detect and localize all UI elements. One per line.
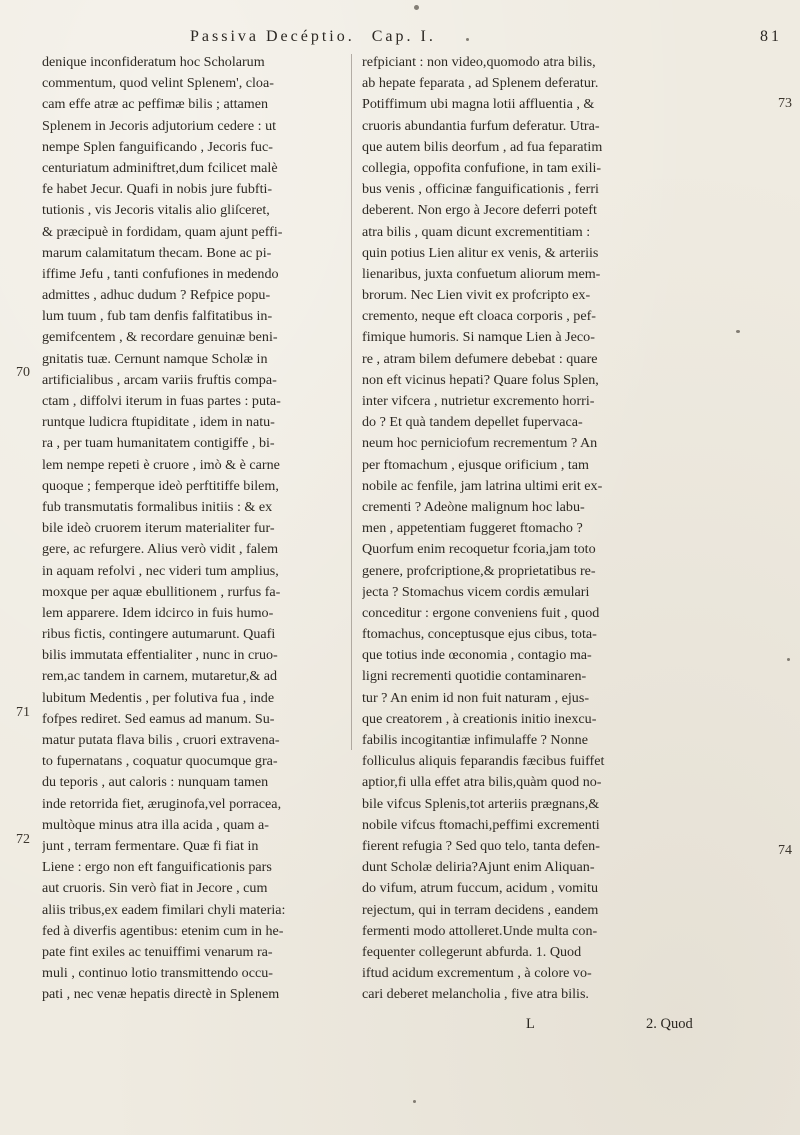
text-line: iftud acidum excrementum , à colore vo- <box>362 965 592 982</box>
text-line: neum hoc perniciofum recrementum ? An <box>362 435 598 452</box>
text-line: Liene : ergo non eft fanguificationis pars <box>42 859 272 876</box>
text-line: du teporis , aut caloris : nunquam tamen <box>42 774 269 791</box>
text-line: fed à diverfis agentibus: etenim cum in he- <box>42 922 284 939</box>
text-line: fimique humoris. Si namque Lien à Jeco- <box>362 329 595 346</box>
text-line: junt , terram fermentare. Quæ fi fiat in <box>42 837 259 854</box>
text-line: que totius inde œconomia , contagio ma- <box>362 647 592 664</box>
text-line: aptior,fi ulla effet atra bilis,quàm quod no- <box>362 774 602 791</box>
text-line: centuriatum adminiftret,dum fcilicet malè <box>42 159 278 176</box>
margin-number-71: 71 <box>16 705 30 720</box>
text-line: bile ideò cruorem iterum materialiter fur- <box>42 520 275 537</box>
text-line: lubitum Medentis , per folutiva fua , inde <box>42 689 275 706</box>
text-line: pati , nec venæ hepatis directè in Splenem <box>42 986 280 1003</box>
text-line: ab hepate feparata , ad Splenem deferatur. <box>362 75 599 92</box>
text-line: gemifcentem , & recordare genuinæ beni- <box>42 329 278 346</box>
text-line: fe habet Jecur. Quafi in nobis jure fubfti- <box>42 181 273 198</box>
text-line: runtque ludicra ftupiditate , idem in natu- <box>42 414 275 431</box>
text-line: quoque ; femperque ideò perftitiffe bilem, <box>42 477 279 494</box>
text-line: tur ? An enim id non fuit naturam , ejus- <box>362 689 590 706</box>
ink-speck <box>413 1100 416 1103</box>
text-line: folliculus aliquis feparandis fæcibus fuiffet <box>362 753 605 770</box>
running-title: Passiva Decéptio. <box>190 28 355 45</box>
margin-number-74: 74 <box>778 843 792 858</box>
text-line: ligni recrementi quotidie contaminaren- <box>362 668 587 685</box>
text-line: fequenter collegerunt abfurda. 1. Quod <box>362 943 582 960</box>
text-line: admittes , adhuc dudum ? Refpice popu- <box>42 287 271 304</box>
margin-number-72: 72 <box>16 832 30 847</box>
text-line: deberent. Non ergo à Jecore deferri poteft <box>362 202 597 219</box>
text-line: pate fint exiles ac tenuiffimi venarum ra- <box>42 943 273 960</box>
text-line: iffime Jefu , tanti confufiones in medendo <box>42 265 279 282</box>
text-line: rem,ac tandem in carnem, mutaretur,& ad <box>42 668 278 685</box>
text-line: denique inconfideratum hoc Scholarum <box>42 54 265 70</box>
text-line: rejectum, qui in terram decidens , eandem <box>362 901 599 918</box>
text-line: per ftomachum , ejusque orificium , tam <box>362 456 590 473</box>
text-line: jecta ? Stomachus vicem cordis æmulari <box>362 583 590 600</box>
text-line: refpiciant : non video,quomodo atra bilis, <box>362 54 596 70</box>
ink-speck <box>736 330 740 333</box>
text-line: commentum, quod velint Splenem', cloa- <box>42 75 274 92</box>
text-line: ra , per tuam humanitatem contigiffe , bi- <box>42 435 275 452</box>
text-line: lienaribus, juxta confuetum aliorum mem- <box>362 265 601 282</box>
text-line: conceditur : ergone conveniens fuit , quod <box>362 604 600 621</box>
text-line: fub transmutatis formalibus initiis : & ex <box>42 498 273 515</box>
text-line: brorum. Nec Lien vivit ex profcripto ex- <box>362 287 591 304</box>
text-line: nobile ac fenfile, jam latrina ultimi erit ex- <box>362 477 603 494</box>
text-line: men , appetentiam fuggeret ftomacho ? <box>362 520 583 537</box>
text-line: Splenem in Jecoris adjutorium cedere : ut <box>42 117 277 134</box>
text-line: artificialibus , arcam variis fruftis compa- <box>42 371 277 388</box>
text-line: quin potius Lien alitur ex venis, & arteriis <box>362 244 599 261</box>
text-line: ctam , diffolvi iterum in fuas partes : puta- <box>42 393 281 409</box>
text-line: aut cruoris. Sin verò fiat in Jecore , cum <box>42 880 268 897</box>
text-line: dunt Scholæ deliria?Ajunt enim Aliquan- <box>362 859 595 876</box>
running-header <box>190 28 590 46</box>
text-line: do ? Et quà tandem depellet fupervaca- <box>362 414 583 431</box>
text-line: to fupernatans , coquatur quocumque gra- <box>42 753 278 770</box>
column-divider <box>351 54 352 750</box>
left-column <box>42 52 342 1005</box>
ink-speck <box>787 658 790 661</box>
text-line: inter vifcera , nutrietur excremento horri- <box>362 393 595 409</box>
page-number: 81 <box>760 28 782 45</box>
text-line: lem apparere. Idem idcirco in fuis humo- <box>42 604 274 621</box>
text-line: ftomachus, conceptusque ejus cibus, tota- <box>362 626 597 643</box>
text-line: nempe Splen fanguificando , Jecoris fuc- <box>42 138 273 155</box>
text-line: cremento, neque eft cloaca corporis , pef- <box>362 308 596 325</box>
margin-number-73: 73 <box>778 96 792 111</box>
text-line: fofpes rediret. Sed eamus ad manum. Su- <box>42 710 275 727</box>
text-line: marum calamitatum thecam. Bone ac pi- <box>42 244 272 261</box>
signature-mark: L <box>526 1016 535 1032</box>
text-line: cari deberet melancholia , five atra bilis. <box>362 986 589 1003</box>
text-line: fabilis incogitantiæ infimulaffe ? Nonne <box>362 732 588 748</box>
text-line: genere, profcriptione,& proprietatibus re- <box>362 562 596 579</box>
margin-number-70: 70 <box>16 365 30 380</box>
text-line: gere, ac refurgere. Alius verò vidit , falem <box>42 541 279 558</box>
text-line: & præcipuè in fordidam, quam ajunt peffi- <box>42 223 283 240</box>
text-line: que autem bilis deorfum , ad fua feparatim <box>362 138 603 155</box>
text-line: non eft vicinus hepati? Quare folus Splen, <box>362 371 599 388</box>
text-line: matur putata flava bilis , cruori extravena- <box>42 732 280 748</box>
catchword: 2. Quod <box>646 1016 693 1032</box>
text-line: moxque per aquæ ebullitionem , rurfus fa- <box>42 583 281 600</box>
text-line: bile vifcus Splenis,tot arteriis prægnans,& <box>362 795 600 812</box>
text-line: collegia, oppofita confufione, in tam exili- <box>362 159 602 176</box>
text-line: ribus fictis, contingere autumarunt. Quafi <box>42 626 276 643</box>
text-line: multòque minus atra illa acida , quam a- <box>42 816 269 833</box>
chapter-label: Cap. I. <box>371 28 436 45</box>
text-line: Potiffimum ubi magna lotii affluentia , & <box>362 96 595 113</box>
text-line: gnitatis tuæ. Cernunt namque Scholæ in <box>42 350 268 367</box>
text-line: fermenti modo attolleret.Unde multa con- <box>362 922 598 939</box>
ink-speck <box>414 5 419 10</box>
text-line: nobile vifcus ftomachi,peffimi excrementi <box>362 816 600 833</box>
text-line: inde retorrida fiet, æruginofa,vel porracea, <box>42 795 282 812</box>
text-line: crementi ? Adeòne malignum hoc labu- <box>362 498 585 515</box>
text-line: tutionis , vis Jecoris vitalis alio gliſceret, <box>42 202 270 219</box>
text-line: que creatorem , à creationis initio inexcu- <box>362 710 597 727</box>
text-line: bus venis , officinæ fanguificationis , ferri <box>362 181 599 198</box>
text-line: Quorfum enim recoquetur fcoria,jam toto <box>362 541 596 558</box>
text-line: bilis immutata effentialiter , nunc in cruo- <box>42 647 278 664</box>
text-line: lem nempe repeti è cruore , imò & è carne <box>42 456 280 473</box>
text-line: muli , continuo lotio transmittendo occu- <box>42 965 273 982</box>
text-line: cam effe atræ ac peffimæ bilis ; attamen <box>42 96 269 113</box>
text-line: re , atram bilem defumere debebat : quare <box>362 350 598 367</box>
text-line: aliis tribus,ex eadem fimilari chyli materia: <box>42 901 286 918</box>
text-line: fierent refugia ? Sed quo telo, tanta defen- <box>362 837 600 854</box>
text-line: cruoris abundantia furfum deferatur. Utra- <box>362 117 600 134</box>
text-line: lum tuum , fub tam denfis falfitatibus in- <box>42 308 273 325</box>
text-line: do vifum, atrum fuccum, acidum , vomitu <box>362 880 599 897</box>
ink-speck <box>466 38 469 41</box>
right-column <box>362 52 706 1005</box>
text-line: atra bilis , quam dicunt excrementitiam : <box>362 223 591 240</box>
text-line: in aquam refolvi , nec videri tum amplius, <box>42 562 279 579</box>
